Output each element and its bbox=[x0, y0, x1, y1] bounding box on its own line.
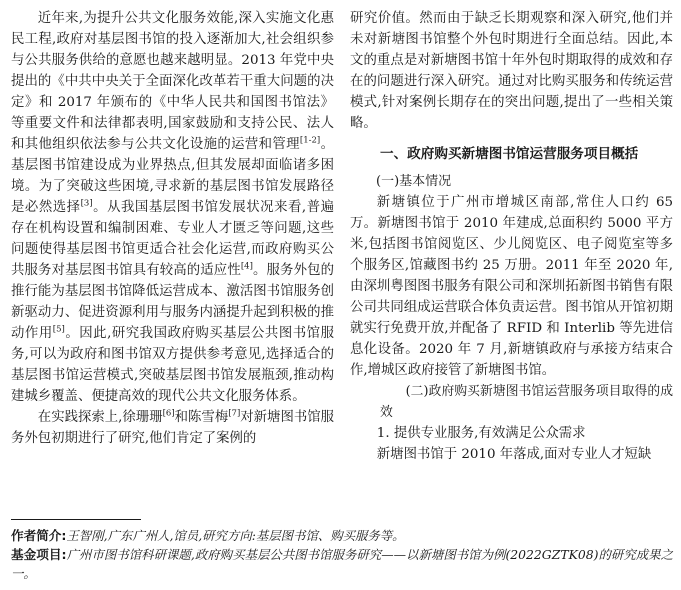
fund-label: 基金项目: bbox=[11, 547, 67, 562]
citation: [4] bbox=[240, 261, 253, 272]
paragraph-text: 和陈雪梅 bbox=[174, 410, 229, 425]
paragraph-text: 在实践探索上,徐珊珊 bbox=[37, 410, 163, 425]
paragraph-text: 。因此,研究我国政府购买基层公共图书馆服务,可以为政府和图书馆双方提供参考意见,选择适合的基层图书馆运营模式,突破基层图书馆发展瓶颈,推动构建城乡覆盖、便捷高效的现代公共文化服务体系。 bbox=[11, 326, 334, 404]
continued-paragraph: 研究价值。然而由于缺乏长期观察和深入研究,他们并未对新塘图书馆整个外包时期进行全面总结。因此,本文的重点是对新塘图书馆十年外包时期取得的成效和存在的问题进行深入研究。通过对比购买服务和传统运营模式,针对案例长期存在的突出问题,提出了一些相关策略。 bbox=[350, 11, 673, 131]
fund-text: 广州市图书馆科研课题,政府购买基层公共图书馆服务研究——以新塘图书馆为例(2022GZTK08)的研究成果之一。 bbox=[11, 547, 673, 581]
right-column bbox=[350, 8, 673, 465]
author-note bbox=[11, 526, 673, 545]
left-column bbox=[11, 8, 334, 449]
paragraph-text: 。基层图书馆建设成为业界热点,但其发展却面临诸多困境。为了突破这些困境,寻求新的基层图书馆发展路径是必然选择 bbox=[11, 137, 335, 215]
paragraph-text: 。从我国基层图书馆发展状况来看,普遍存在机构设置和编制困难、专业人才匮乏等问题,这些问题使得基层图书馆更适合社会化运营,而政府购买公共服务对基层图书馆具有较高的适应性 bbox=[11, 200, 335, 278]
subsubsection-heading: 1. 提供专业服务,有效满足公众需求 bbox=[376, 426, 586, 441]
citation: [5] bbox=[52, 324, 65, 335]
fund-note bbox=[11, 545, 673, 583]
paragraph-text: 。服务外包的推行能为基层图书馆降低运营成本、激活图书馆服务创新驱动力、促进资源利用与服务内涵提升起到积极的推动作用 bbox=[11, 263, 335, 341]
footnote-divider bbox=[11, 519, 141, 520]
results-paragraph: 新塘图书馆于 2010 年落成,面对专业人才短缺 bbox=[376, 447, 652, 462]
practice-paragraph bbox=[11, 407, 334, 449]
footnotes bbox=[11, 526, 673, 583]
section-heading: 一、政府购买新塘图书馆运营服务项目概括 bbox=[380, 146, 639, 162]
citation: [3] bbox=[80, 198, 93, 209]
basic-info-paragraph: 新塘镇位于广州市增城区南部,常住人口约 65 万。新塘图书馆于 2010 年建成,总面积约 5000 平方米,包括图书馆阅览区、少儿阅览区、电子阅览室等多个服务区,馆藏图书约 25 万册。2011 年至 2020 年,由深圳粤图图书服务有限公司和深圳拓新图书销售有限公司共同组成运营联合体负责运营。图书馆从开馆初期就实行免费开放,并配备了 RFID 和 Interlib 等先进信息化设备。2020 年 7 月,新塘镇政府与承接方结束合作,增城区政府接管了新塘图书馆。 bbox=[350, 195, 673, 378]
author-text: 王智刚,广东广州人,馆员,研究方向:基层图书馆、购买服务等。 bbox=[66, 528, 405, 543]
subsection-heading-basic: (一)基本情况 bbox=[376, 174, 452, 189]
author-label: 作者简介: bbox=[11, 528, 67, 543]
paragraph-text: 近年来,为提升公共文化服务效能,深入实施文化惠民工程,政府对基层图书馆的投入逐渐加大,社会组织参与公共服务供给的意愿也越来越明显。2013 年党中央提出的《中共中央关于全面深化改革若干重大问题的决定》和 2017 年颁布的《中华人民共和国图书馆法》等重要文件和法律都表明,国家鼓励和支持公民、法人和其他组织依法参与公共文化设施的运营和管理 bbox=[11, 11, 334, 152]
subsection-heading-results: (二)政府购买新塘图书馆运营服务项目取得的成效 bbox=[380, 384, 673, 420]
intro-paragraph bbox=[11, 8, 334, 407]
citation: [1-2] bbox=[299, 135, 321, 146]
citation: [6] bbox=[162, 408, 175, 419]
citation: [7] bbox=[228, 408, 241, 419]
paragraph-text: 对新塘图书馆服务外包初期进行了研究,他们肯定了案例的 bbox=[11, 410, 335, 446]
